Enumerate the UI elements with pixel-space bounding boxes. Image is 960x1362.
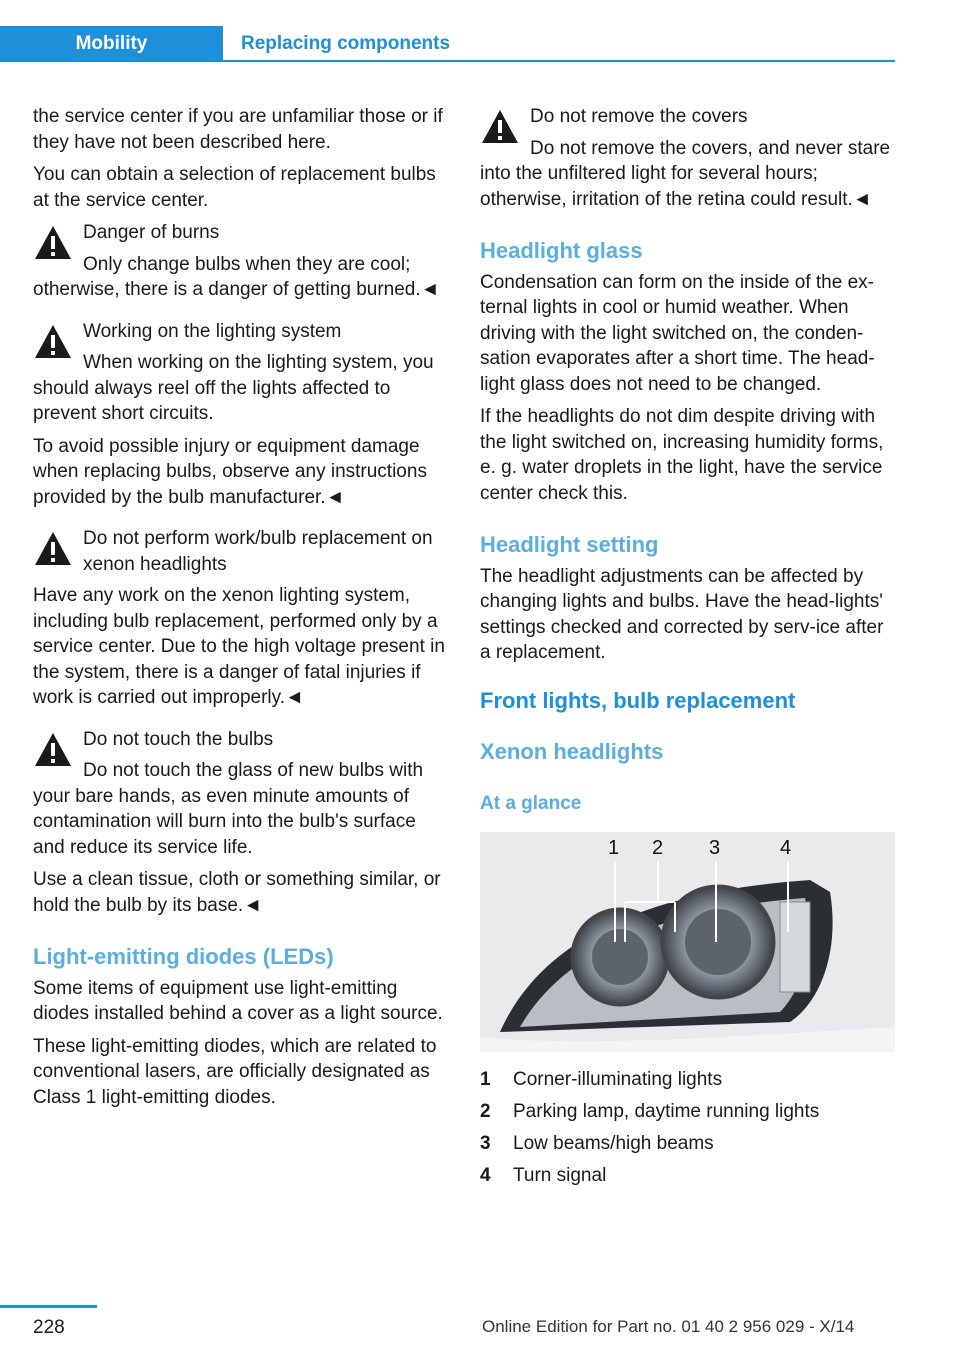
paragraph: the service center if you are unfamiliar those or if they have not been described here.: [33, 106, 443, 153]
legend-number: 2: [480, 1101, 491, 1123]
warning-title: Working on the lighting system: [83, 320, 342, 342]
legend-item: [480, 1160, 895, 1192]
footer-rule: [0, 1305, 97, 1308]
paragraph: You can obtain a selection of replacement bulbs at the service center.: [33, 164, 436, 211]
subsection-heading: At a glance: [480, 792, 582, 814]
online-edition-note: Online Edition for Part no. 01 40 2 956 029 - X/14: [482, 1317, 855, 1336]
legend-number: 1: [480, 1069, 491, 1091]
warning-title: Do not remove the covers: [530, 106, 748, 127]
section-heading: Front lights, bulb replacement: [480, 687, 796, 713]
warning-icon: [33, 322, 73, 362]
section-heading: Light-emitting diodes (LEDs): [33, 944, 334, 969]
legend-text: Parking lamp, daytime running lights: [513, 1101, 820, 1123]
legend-item: [480, 1096, 895, 1128]
warning-text: Do not touch the glass of new bulbs with your bare hands, as even minute amounts of contamination will burn into the bulb's surface and reduce its service life.: [33, 760, 424, 858]
legend-item: [480, 1064, 895, 1096]
legend-text: Low beams/high beams: [513, 1133, 714, 1155]
warning-icon: [33, 529, 73, 569]
paragraph: If the headlights do not dim despite driving with the light switched on, increasing humidity forms, e. g. water droplets in the light, have the service center check this.: [480, 406, 884, 504]
headlight-figure: [480, 832, 895, 1052]
warning-text: Use a clean tissue, cloth or something similar, or hold the bulb by its base.◄: [33, 869, 441, 916]
figure-legend: [480, 1064, 895, 1192]
tab-replacing-components[interactable]: Replacing components: [241, 33, 451, 54]
legend-text: Corner-illuminating lights: [513, 1069, 723, 1091]
figure-label: 1: [608, 837, 620, 859]
page-number: 228: [33, 1317, 65, 1338]
warning-block: [480, 104, 895, 212]
warning-icon: [33, 730, 73, 770]
figure-label: 2: [652, 837, 664, 859]
section-heading: Headlight setting: [480, 532, 659, 557]
paragraph: Some items of equipment use light-emitting diodes installed behind a cover as a light source.: [33, 977, 443, 1024]
subsection-heading: Xenon headlights: [480, 739, 664, 764]
figure-label: 3: [709, 837, 721, 859]
warning-block: [33, 526, 448, 711]
warning-icon: [33, 223, 73, 263]
tab-mobility[interactable]: Mobility: [0, 26, 223, 62]
legend-item: [480, 1128, 895, 1160]
warning-title: Do not perform work/bulb replacement on xenon headlights: [83, 528, 433, 575]
warning-block: [33, 727, 448, 919]
warning-text: To avoid possible injury or equipment damage when replacing bulbs, observe any instructions provided by the bulb manufacturer.◄: [33, 435, 427, 508]
warning-title: Danger of burns: [83, 222, 220, 243]
warning-block: [33, 319, 448, 511]
legend-number: 4: [480, 1165, 491, 1187]
section-heading: Headlight glass: [480, 238, 643, 263]
paragraph: Condensation can form on the inside of the ex‐ternal lights in cool or humid weather. When driving with the light switched on, the conden‐sation evaporates after a short time. The head‐light glass does not need to be changed.: [480, 271, 875, 395]
warning-text: Only change bulbs when they are cool; otherwise, there is a danger of getting burned.◄: [33, 253, 440, 300]
figure-label: 4: [780, 837, 792, 859]
header-rule: [0, 60, 895, 62]
paragraph: The headlight adjustments can be affected by changing lights and bulbs. Have the head‐lights' settings checked and corrected by serv‐ice after a replacement.: [480, 565, 884, 663]
warning-text: Have any work on the xenon lighting system, including bulb replacement, performed only by a service center. Due to the high voltage present in the system, there is a danger of fatal injuries if work is carried out improperly.◄: [33, 585, 445, 708]
paragraph: These light-emitting diodes, which are related to conventional lasers, are officially designated as Class 1 light-emitting diodes.: [33, 1035, 437, 1108]
headlight-illustration: [480, 832, 895, 1052]
warning-title: Do not touch the bulbs: [83, 728, 274, 750]
warning-block: [33, 220, 448, 303]
legend-number: 3: [480, 1133, 491, 1155]
warning-text: Do not remove the covers, and never stare into the unfiltered light for several hours; otherwise, irritation of the retina could result.◄: [480, 137, 891, 210]
right-column: [480, 104, 895, 1192]
warning-icon: [480, 107, 520, 147]
legend-text: Turn signal: [513, 1165, 607, 1187]
left-column: [33, 104, 448, 1117]
warning-text: When working on the lighting system, you should always reel off the lights affected to prevent short circuits.: [33, 352, 434, 424]
